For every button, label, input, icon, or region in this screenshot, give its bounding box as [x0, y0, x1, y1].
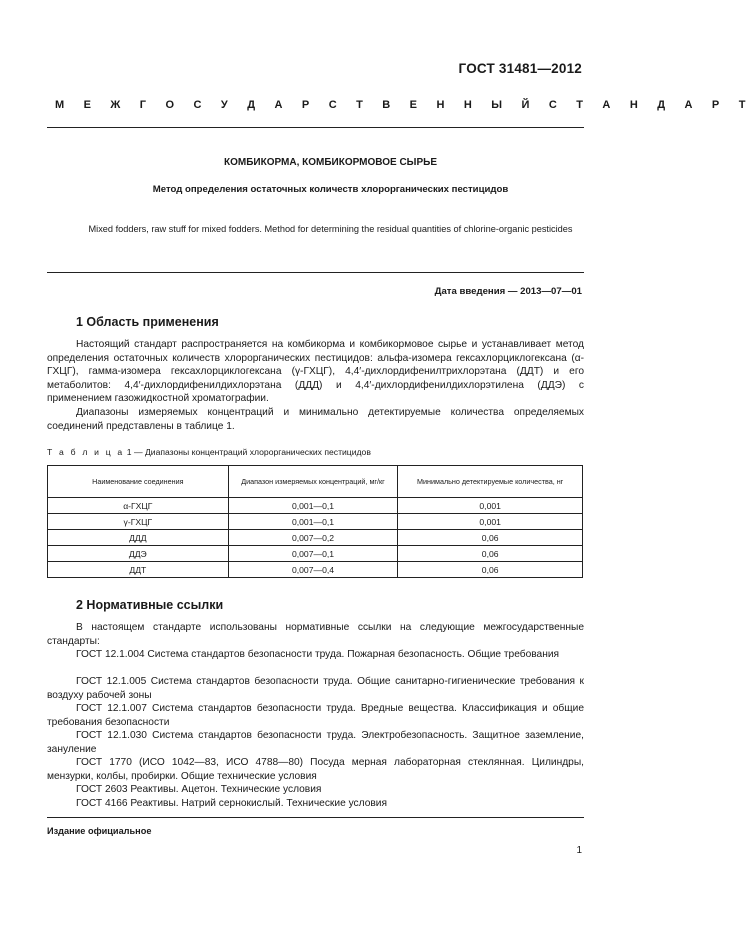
section-1-paragraph-1: Настоящий стандарт распространяется на комбикорма и комбикормовое сырье и устанавливает метод определения остаточных количеств хлорорганических пестицидов: альфа-изомера гексахлорциклогексана (α-ГХЦГ), гамма-изомера гексахлорциклогексана (γ-ГХЦГ), 4,4′-дихлордифенилтрихлорэтана (ДДТ) и его метаболитов: 4,4′-дихлордифенилдихлорэтана (ДДД) и 4,4′-дихлордифенилдихлорэтилена (ДДЭ) с применением газожидкостной хроматографии. — [47, 339, 584, 405]
table-row — [48, 530, 583, 546]
official-edition-label: Издание официальное — [47, 826, 152, 836]
cell-min-detect: 0,001 — [398, 498, 583, 514]
column-header-min-detect: Минимально детектируемые количества, нг — [398, 466, 583, 498]
section-1-heading: 1 Область применения — [76, 315, 219, 329]
header-divider — [47, 127, 584, 128]
cell-min-detect: 0,001 — [398, 514, 583, 530]
column-header-range: Диапазон измеряемых концентраций, мг/кг — [228, 466, 398, 498]
table-row — [48, 498, 583, 514]
cell-min-detect: 0,06 — [398, 530, 583, 546]
cell-range: 0,007—0,1 — [228, 546, 398, 562]
column-header-compound: Наименование соединения — [48, 466, 229, 498]
footer-divider — [47, 817, 584, 818]
page-number: 1 — [576, 845, 582, 856]
section-1-paragraph-2: Диапазоны измеряемых концентраций и минимально детектируемые количества определяемых соединений представлены в таблице 1. — [47, 407, 584, 432]
cell-range: 0,007—0,2 — [228, 530, 398, 546]
section-2-intro: В настоящем стандарте использованы нормативные ссылки на следующие межгосударственные стандарты: — [47, 622, 584, 647]
reference-item: ГОСТ 4166 Реактивы. Натрий сернокислый. Технические условия — [76, 798, 387, 809]
cell-compound: γ-ГХЦГ — [48, 514, 229, 530]
cell-min-detect: 0,06 — [398, 562, 583, 578]
introduction-date: Дата введения — 2013—07—01 — [434, 286, 582, 297]
reference-item: ГОСТ 12.1.005 Система стандартов безопасности труда. Общие санитарно-гигиенические требования к воздуху рабочей зоны — [47, 676, 584, 701]
cell-range: 0,001—0,1 — [228, 498, 398, 514]
cell-min-detect: 0,06 — [398, 546, 583, 562]
document-code: ГОСТ 31481—2012 — [458, 61, 582, 76]
english-title: Mixed fodders, raw stuff for mixed fodders. Method for determining the residual quantities of chlorine-organic pesticides — [88, 224, 573, 234]
cell-compound: ДДТ — [48, 562, 229, 578]
table-header-row — [48, 466, 583, 498]
interstate-standard-label: М Е Ж Г О С У Д А Р С Т В Е Н Н Ы Й С Т А Н Д А Р Т — [55, 99, 754, 111]
table-row — [48, 546, 583, 562]
reference-item: ГОСТ 12.1.007 Система стандартов безопасности труда. Вредные вещества. Классификация и общие требования безопасности — [47, 703, 584, 728]
table-1 — [47, 465, 583, 578]
title-divider — [47, 272, 584, 273]
main-title: КОМБИКОРМА, КОМБИКОРМОВОЕ СЫРЬЕ — [224, 157, 437, 168]
cell-range: 0,001—0,1 — [228, 514, 398, 530]
table-1-caption: Т а б л и ц а 1 — Диапазоны концентраций хлорорганических пестицидов — [47, 447, 371, 457]
cell-compound: ДДД — [48, 530, 229, 546]
reference-item: ГОСТ 12.1.004 Система стандартов безопасности труда. Пожарная безопасность. Общие требования — [76, 649, 560, 660]
cell-compound: ДДЭ — [48, 546, 229, 562]
reference-item: ГОСТ 12.1.030 Система стандартов безопасности труда. Электробезопасность. Защитное заземление, зануление — [47, 730, 584, 755]
cell-range: 0,007—0,4 — [228, 562, 398, 578]
sub-title: Метод определения остаточных количеств хлорорганических пестицидов — [152, 184, 509, 195]
reference-item: ГОСТ 2603 Реактивы. Ацетон. Технические условия — [76, 784, 322, 795]
cell-compound: α-ГХЦГ — [48, 498, 229, 514]
table-row — [48, 514, 583, 530]
section-2-heading: 2 Нормативные ссылки — [76, 598, 224, 612]
reference-item: ГОСТ 1770 (ИСО 1042—83, ИСО 4788—80) Посуда мерная лабораторная стеклянная. Цилиндры, мензурки, колбы, пробирки. Общие технические условия — [47, 757, 584, 782]
table-row — [48, 562, 583, 578]
